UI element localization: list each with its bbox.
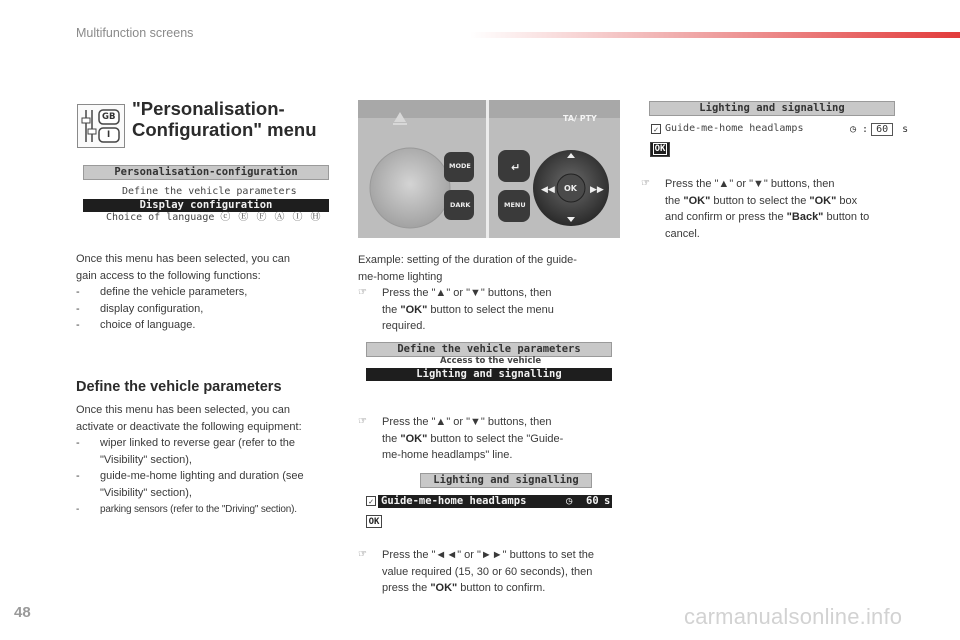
step-text: the — [665, 194, 684, 207]
step-line: cancel. — [665, 227, 700, 240]
step-line — [382, 431, 620, 448]
ok-box-selected — [650, 142, 670, 157]
step-text: button to select the — [710, 194, 810, 207]
list-item-text: display configuration, — [100, 302, 204, 315]
screen-line: Define the vehicle parameters — [122, 186, 297, 197]
define-line: activate or deactivate the following equipment: — [76, 420, 302, 433]
step-line: Press the "▲" or "▼" buttons, then — [665, 178, 835, 190]
screen-selected-text: Guide-me-home headlamps — [381, 495, 527, 507]
step-line: Press the "▲" or "▼" buttons, then — [382, 416, 552, 428]
step-text: button to select the menu — [427, 303, 554, 316]
watermark: carmanualsonline.info — [684, 604, 903, 629]
screen-selected-line: Lighting and signalling — [366, 368, 612, 381]
icon-label-i: I — [107, 130, 111, 140]
screen-header: Define the vehicle parameters — [366, 342, 612, 357]
step-text: press the — [382, 582, 431, 595]
screen-line — [106, 212, 322, 224]
checkbox-icon: ✓ — [366, 496, 376, 506]
step2-paragraph — [358, 414, 620, 464]
icon-label-gb: GB — [102, 112, 116, 122]
section-title: Multifunction screens — [76, 26, 194, 40]
step-text: box — [836, 194, 858, 207]
list-item: - choice of language. — [76, 319, 196, 332]
timer-icon: ◷ — [566, 495, 573, 507]
step-item — [358, 414, 620, 464]
step-line — [665, 209, 911, 226]
language-flag-icons: ⓒ Ⓔ Ⓕ Ⓐ Ⓘ Ⓗ — [220, 212, 322, 223]
page-number: 48 — [14, 604, 31, 621]
list-item-text: define the vehicle parameters, — [100, 286, 248, 299]
ok-button: OK — [564, 184, 577, 193]
arrow-bullet-icon: ☞ — [358, 549, 367, 560]
ok-box-label: OK — [654, 144, 666, 154]
intro-line: gain access to the following functions: — [76, 269, 261, 282]
step-line — [665, 193, 911, 210]
screen-header: Lighting and signalling — [649, 101, 895, 116]
arrow-bullet-icon: ☞ — [358, 416, 367, 427]
example-line: Example: setting of the duration of the guide- — [358, 254, 577, 266]
step-line — [382, 580, 620, 597]
list-item-text: wiper linked to reverse gear (refer to the — [100, 437, 296, 450]
list-item: - wiper linked to reverse gear (refer to the — [76, 437, 296, 450]
step-text: button to select the "Guide- — [427, 432, 564, 445]
step-item — [358, 285, 620, 335]
svg-text:↵: ↵ — [511, 161, 521, 174]
screen-line: Guide-me-home headlamps — [665, 123, 804, 134]
timer-icon: ◷ : — [850, 124, 869, 135]
section-heading: Define the vehicle parameters — [76, 379, 282, 395]
step-text: button to — [823, 211, 870, 224]
screen-line-text: Choice of language — [106, 212, 215, 223]
step3-paragraph — [358, 547, 620, 597]
page-title-line1: "Personalisation- — [132, 98, 285, 119]
control-panel-image — [358, 100, 620, 238]
step4-paragraph — [641, 176, 911, 242]
step-line: me-home headlamps" line. — [382, 449, 513, 462]
step-text: the — [382, 432, 401, 445]
intro-line: Once this menu has been selected, you can — [76, 253, 291, 265]
list-item-text: guide-me-home lighting and duration (see — [100, 470, 304, 483]
step-bold: "Back" — [786, 211, 824, 224]
header-accent-bar — [470, 32, 960, 38]
duration-unit: s — [902, 124, 909, 135]
page-title-line2: Configuration" menu — [132, 119, 317, 140]
step-bold: "OK" — [809, 194, 837, 207]
example-paragraph — [358, 252, 620, 335]
example-line: me-home lighting — [358, 270, 443, 283]
duration-value: 60 — [586, 495, 599, 507]
intro-paragraph — [76, 251, 341, 334]
arrow-bullet-icon: ☞ — [358, 287, 367, 299]
ta-pty-label: TA/ PTY — [563, 114, 597, 123]
step-line: Press the "▲" or "▼" buttons, then — [382, 287, 552, 300]
screen-selected-line: Display configuration — [83, 199, 329, 212]
define-paragraph — [76, 402, 346, 518]
screen-selected-line — [378, 495, 612, 508]
step-bold: "OK" — [683, 194, 711, 207]
step-line: required. — [382, 320, 426, 333]
page-title — [132, 98, 317, 140]
list-item-text: choice of language. — [100, 319, 196, 332]
step-bold: "OK" — [430, 582, 458, 595]
step-item — [358, 547, 620, 597]
language-settings-icon — [77, 104, 125, 148]
checkbox-icon: ✓ — [651, 124, 661, 134]
list-item-continuation: "Visibility" section), — [100, 486, 192, 499]
duration-value: 60 — [871, 123, 893, 136]
step-text: the — [382, 303, 401, 316]
list-item: - parking sensors (refer to the "Driving" section). — [76, 503, 297, 515]
svg-text:◀◀: ◀◀ — [541, 185, 555, 195]
step-line: value required (15, 30 or 60 seconds), then — [382, 565, 593, 578]
duration-unit: s — [604, 495, 611, 507]
arrow-bullet-icon: ☞ — [641, 178, 650, 189]
screen-header: Personalisation-configuration — [83, 165, 329, 180]
step-line — [382, 302, 620, 319]
screen-header: Lighting and signalling — [420, 473, 592, 488]
step-line: Press the "◄◄" or "►►" buttons to set the — [382, 549, 595, 561]
step-text: and confirm or press the — [665, 211, 787, 224]
dark-button: DARK — [450, 201, 471, 209]
step-bold: "OK" — [400, 303, 428, 316]
define-line: Once this menu has been selected, you can — [76, 404, 291, 416]
step-text: button to confirm. — [457, 582, 546, 595]
duration-display — [850, 123, 908, 136]
menu-button: MENU — [504, 201, 526, 209]
mode-button: MODE — [449, 162, 471, 170]
step-bold: "OK" — [400, 432, 428, 445]
list-item: - define the vehicle parameters, — [76, 286, 248, 299]
list-item: - display configuration, — [76, 302, 204, 315]
list-item-continuation: "Visibility" section), — [100, 453, 192, 466]
svg-text:▶▶: ▶▶ — [590, 185, 604, 195]
step-item — [641, 176, 911, 242]
screen-line: Access to the vehicle — [440, 356, 542, 366]
list-item-text: parking sensors (refer to the "Driving" section). — [100, 503, 297, 515]
ok-box: OK — [366, 515, 382, 528]
list-item: - guide-me-home lighting and duration (see — [76, 470, 304, 483]
